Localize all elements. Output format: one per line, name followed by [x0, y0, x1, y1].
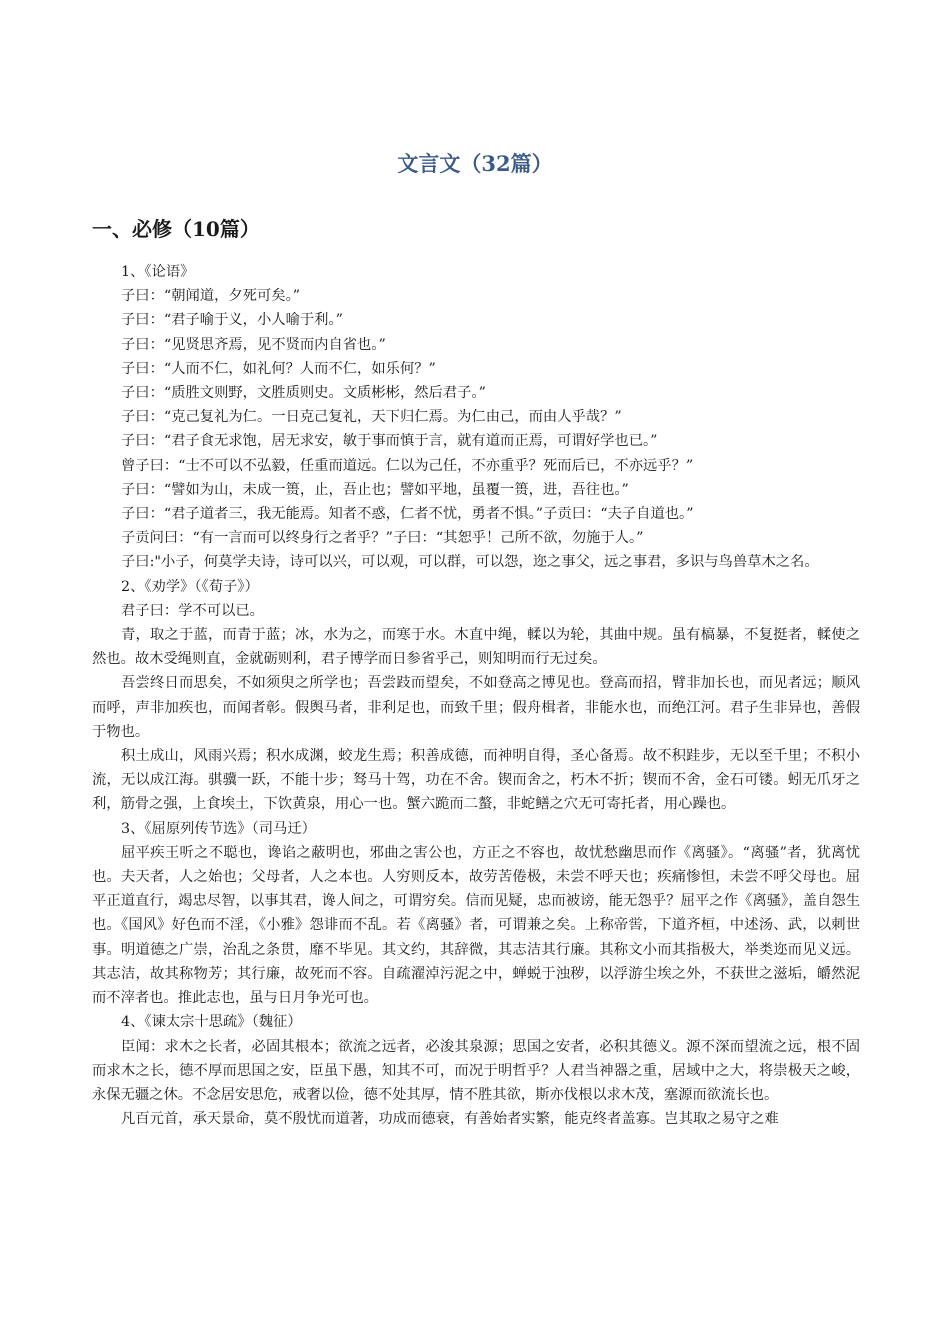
paragraph: 凡百元首，承天景命，莫不殷忧而道著，功成而德衰，有善始者实繁，能克终者盖寡。岂其取之易守之难	[121, 1111, 779, 1128]
text-line: 子曰：“譬如为山，未成一篑，止，吾止也；譬如平地，虽覆一篑，进，吾往也。”	[121, 481, 629, 498]
paragraph: 臣闻：求木之长者，必固其根本；欲流之远者，必浚其泉源；思国之安者，必积其德义。源不深而望流之远，根不固而求木之长，德不厚而思国之安，臣虽下愚，知其不可，而况于明哲乎？人君当神器之重，居域中之大，将崇极天之峻，永保无疆之休。不念居安思危，戒奢以俭，德不处其厚，情不胜其欲，斯亦伐根以求木茂，塞源而欲流长也。	[92, 1038, 860, 1103]
document-title: 文言文（32篇）	[397, 151, 553, 176]
paragraph: 积土成山，风雨兴焉；积水成渊，蛟龙生焉；积善成德，而神明自得，圣心备焉。故不积跬步，无以至千里；不积小流，无以成江海。骐骥一跃，不能十步；驽马十驾，功在不舍。锲而舍之，朽木不折；锲而不舍，金石可镂。蚓无爪牙之利，筋骨之强，上食埃土，下饮黄泉，用心一也。蟹六跪而二螯，非蛇鳝之穴无可寄托者，用心躁也。	[92, 748, 860, 813]
text-line: 子曰：“君子喻于义，小人喻于利。”	[121, 312, 343, 329]
section-heading: 一、必修（10篇）	[92, 217, 260, 241]
text-line: 子曰：“人而不仁，如礼何？人而不仁，如乐何？”	[121, 360, 436, 377]
paragraph: 青，取之于蓝，而青于蓝；冰，水为之，而寒于水。木直中绳，輮以为轮，其曲中规。虽有槁暴，不复挺者，輮使之然也。故木受绳则直，金就砺则利，君子博学而日参省乎己，则知明而行无过矣。	[92, 627, 860, 668]
text-line: 子曰：“君子道者三，我无能焉。知者不惑，仁者不忧，勇者不惧。”子贡曰：“夫子自道也。”	[121, 506, 694, 523]
text-line: 1、《论语》	[121, 264, 195, 280]
text-line: 子曰：“朝闻道，夕死可矣。”	[121, 288, 301, 305]
text-line: 子曰：“克己复礼为仁。一日克己复礼，天下归仁焉。为仁由己，而由人乎哉？”	[121, 409, 622, 426]
text-line: 子曰：“质胜文则野，文胜质则史。文质彬彬，然后君子。”	[121, 385, 486, 402]
paragraph: 君子曰：学不可以已。	[121, 602, 264, 619]
paragraph: 子曰:"小子，何莫学夫诗，诗可以兴，可以观，可以群，可以怨，迩之事父，远之事君，多识与鸟兽草木之名。	[121, 554, 819, 571]
paragraph: 2、《劝学》（《荀子》）	[121, 578, 259, 595]
text-line: 曾子曰：“士不可以不弘毅，任重而道远。仁以为己任，不亦重乎？死而后已，不亦远乎？”	[121, 457, 694, 474]
text-line: 子曰：“君子食无求饱，居无求安，敏于事而慎于言，就有道而正焉，可谓好学也已。”	[121, 433, 658, 450]
paragraph: 屈平疾王听之不聪也，谗谄之蔽明也，邪曲之害公也，方正之不容也，故忧愁幽思而作《离骚》。“离骚”者，犹离忧也。夫天者，人之始也；父母者，人之本也。人穷则反本，故劳苦倦极，未尝不呼天也；疾痛惨怛，未尝不呼父母也。屈平正道直行，竭忠尽智，以事其君，谗人间之，可谓穷矣。信而见疑，忠而被谤，能无怨乎？屈平之作《离骚》，盖自怨生也。《国风》好色而不淫，《小雅》怨诽而不乱。若《离骚》者，可谓兼之矣。上称帝喾，下道齐桓，中述汤、武，以刺世事。明道德之广崇，治乱之条贯，靡不毕见。其文约，其辞微，其志洁其行廉。其称文小而其指极大，举类迩而见义远。其志洁，故其称物芳；其行廉，故死而不容。自疏濯淖污泥之中，蝉蜕于浊秽，以浮游尘埃之外，不获世之滋垢，皭然泥而不滓者也。推此志也，虽与日月争光可也。	[92, 844, 860, 1007]
paragraph: 吾尝终日而思矣，不如须臾之所学也；吾尝跂而望矣，不如登高之博见也。登高而招，臂非加长也，而见者远；顺风而呼，声非加疾也，而闻者彰。假舆马者，非利足也，而致千里；假舟楫者，非能水也，而绝江河。君子生非异也，善假于物也。	[92, 675, 860, 740]
text-line: 子贡问曰：“有一言而可以终身行之者乎？”子曰：“其恕乎！己所不欲，勿施于人。”	[121, 530, 644, 547]
text-line: 子曰：“见贤思齐焉，见不贤而内自省也。”	[121, 336, 386, 353]
document-body	[92, 260, 860, 1131]
paragraph: 4、《谏太宗十思疏》（魏征）	[121, 1014, 302, 1031]
paragraph: 3、《屈原列传节选》（司马迁）	[121, 820, 316, 837]
